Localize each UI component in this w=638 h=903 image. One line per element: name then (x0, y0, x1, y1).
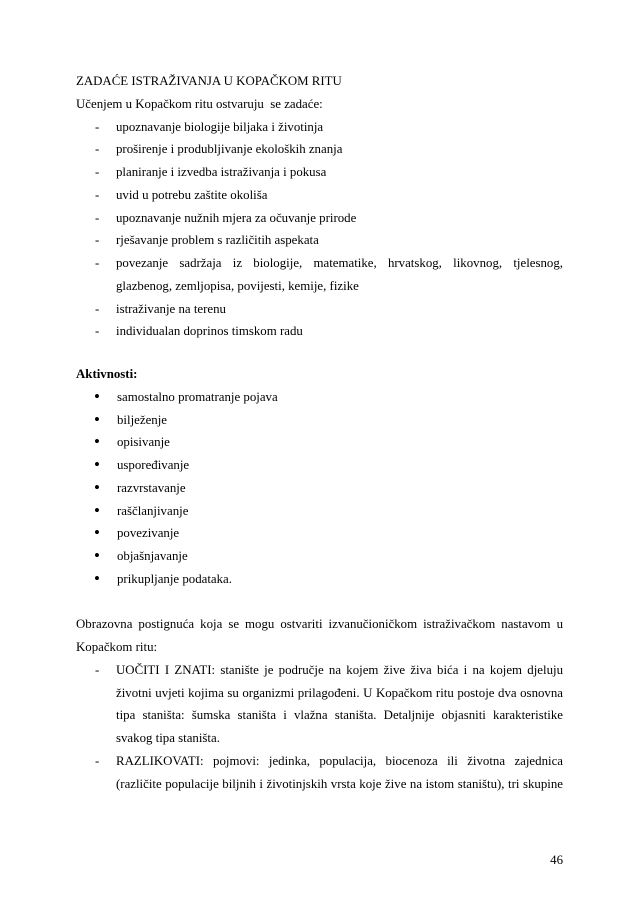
activity-item (76, 431, 563, 454)
bullet-marker: • (94, 409, 100, 429)
dash-marker: - (95, 753, 100, 768)
task-item (76, 161, 563, 184)
outcome-list (76, 659, 563, 796)
dash-marker: - (95, 324, 100, 339)
page-number: 46 (550, 853, 563, 867)
dash-marker: - (95, 301, 100, 316)
dash-marker: - (95, 210, 100, 225)
outcome-item (76, 659, 563, 750)
activity-text: povezivanje (117, 526, 180, 541)
dash-marker: - (95, 233, 100, 248)
activity-text: objašnjavanje (117, 549, 188, 563)
activity-text: uspoređivanje (117, 458, 190, 472)
task-text: upoznavanje biologije biljaka i životinja (116, 119, 324, 134)
activity-item (76, 568, 563, 591)
task-item (76, 320, 563, 343)
outcome-text: UOČITI I ZNATI: stanište je područje na kojem žive živa bića i na kojem djeluju životni uvjeti kojima su organizmi prilagođeni. U Kopačkom ritu postoje dva osnovna tipa staništa: šumska staništa i vlažna staništa. Detaljnije objasniti karakteristike svakog tipa staništa. (116, 662, 563, 745)
activity-text: raščlanjivanje (117, 503, 189, 518)
activity-text: bilježenje (117, 412, 167, 427)
dash-marker: - (95, 119, 100, 134)
bullet-marker: • (94, 546, 100, 565)
section-heading: ZADAĆE ISTRAŽIVANJA U KOPAČKOM RITU (76, 74, 342, 88)
task-text: uvid u potrebu zaštite okoliša (116, 187, 268, 202)
task-list (76, 116, 563, 344)
activity-item (76, 386, 563, 409)
task-text: rješavanje problem s različitih aspekata (116, 233, 319, 248)
dash-marker: - (95, 256, 100, 270)
task-item (76, 207, 563, 230)
task-text: upoznavanje nužnih mjera za očuvanje prirode (116, 210, 357, 225)
task-text: proširenje i produbljivanje ekoloških znanja (116, 142, 343, 157)
activity-item (76, 545, 563, 568)
bullet-marker: • (94, 386, 100, 406)
bullet-marker: • (94, 432, 100, 452)
task-item (76, 138, 563, 161)
activity-item (76, 454, 563, 477)
activity-item (76, 409, 563, 432)
dash-marker: - (95, 187, 100, 202)
outcome-text: RAZLIKOVATI: pojmovi: jedinka, populacija, biocenoza ili životna zajednica (različite populacije biljnih i životinjskih vrsta koje žive na istom staništu), tri skupine (116, 753, 563, 791)
outcome-item (76, 750, 563, 796)
task-item (76, 252, 563, 298)
task-item (76, 184, 563, 207)
task-item (76, 298, 563, 321)
bullet-marker: • (94, 568, 100, 588)
activity-item (76, 500, 563, 523)
activity-text: razvrstavanje (117, 480, 186, 495)
bullet-marker: • (94, 477, 100, 497)
activity-item (76, 522, 563, 545)
task-text: istraživanje na terenu (116, 301, 226, 316)
activity-text: prikupljanje podataka. (117, 571, 232, 586)
bullet-marker: • (94, 455, 100, 474)
task-item (76, 116, 563, 139)
bullet-marker: • (94, 523, 100, 543)
task-text: individualan doprinos timskom radu (116, 324, 303, 339)
task-text: planiranje i izvedba istraživanja i pokusa (116, 165, 327, 179)
dash-marker: - (95, 142, 100, 157)
intro-line: Učenjem u Kopačkom ritu ostvaruju se zadaće: (76, 96, 323, 111)
page-content (76, 70, 563, 795)
dash-marker: - (95, 662, 100, 677)
activity-text: samostalno promatranje pojava (117, 389, 278, 404)
task-item (76, 229, 563, 252)
activities-heading: Aktivnosti: (76, 367, 138, 381)
activity-text: opisivanje (117, 435, 170, 450)
outcomes-intro: Obrazovna postignuća koja se mogu ostvariti izvanučioničkom istraživačkom nastavom u Kopačkom ritu: (76, 617, 563, 654)
activity-item (76, 477, 563, 500)
dash-marker: - (95, 165, 100, 179)
bullet-marker: • (94, 500, 100, 520)
task-text: povezanje sadržaja iz biologije, matematike, hrvatskog, likovnog, tjelesnog, glazbenog, zemljopisa, povijesti, kemije, fizike (116, 256, 563, 293)
activity-list (76, 386, 563, 591)
